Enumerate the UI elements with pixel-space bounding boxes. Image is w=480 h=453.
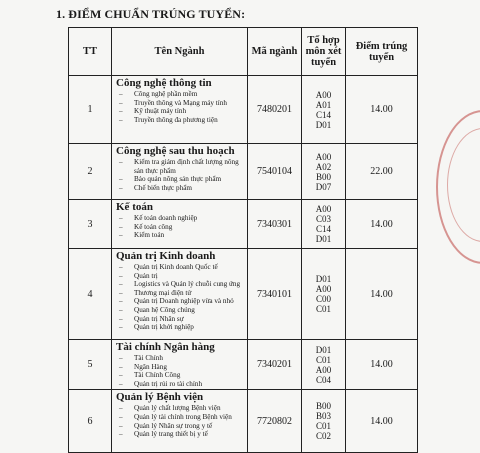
major-name: Công nghệ sau thu hoạch [116, 145, 235, 157]
specialization-item: – Chế biến thực phẩm [116, 184, 247, 193]
major-code: 7540104 [248, 144, 302, 200]
major-name: Quản lý Bệnh viện [116, 391, 204, 404]
specialization-list [116, 214, 247, 241]
subject-combo: C14 [315, 109, 331, 120]
specialization-item: – Kế toán công [116, 223, 247, 232]
subject-combo: D01 [315, 234, 332, 244]
table-row [69, 390, 418, 453]
table-row [69, 200, 418, 249]
row-number: 6 [69, 390, 112, 453]
subject-combos [302, 200, 346, 249]
row-number: 2 [69, 144, 112, 200]
table-row [69, 76, 418, 144]
subject-combo: C01 [315, 304, 331, 314]
major-name: Kế toán [116, 201, 153, 213]
subject-combos [302, 76, 346, 144]
specialization-item: – Kiểm tra giám định chất lượng nông sản thực phẩm [116, 158, 247, 175]
admission-score: 14.00 [346, 340, 418, 390]
major-code: 7340201 [248, 340, 302, 390]
major-name: Công nghệ thông tin [116, 77, 212, 89]
row-number: 4 [69, 249, 112, 340]
specialization-item: – Bảo quản nông sản thực phẩm [116, 175, 247, 184]
specialization-item: – Quản lý chất lượng Bệnh viện [116, 404, 247, 413]
specialization-item: – Tài Chính [116, 354, 247, 363]
specialization-item: – Quản trị Nhân sự [116, 315, 247, 324]
specialization-item: – Quản trị [116, 272, 247, 281]
table-row [69, 340, 418, 390]
table-body [69, 76, 418, 453]
specialization-list [116, 90, 247, 125]
specialization-item: – Truyền thông và Mạng máy tính [116, 99, 247, 108]
admission-score: 22.00 [346, 144, 418, 200]
subject-combo: D01 [315, 344, 332, 355]
specialization-item: – Quản lý Nhân sự trong y tế [116, 422, 247, 431]
subject-combo: C14 [315, 224, 331, 234]
subject-combo: A00 [315, 284, 332, 294]
header-tt: TT [69, 28, 112, 76]
specialization-item: – Quản lý tài chính trong Bệnh viện [116, 413, 247, 422]
specialization-item: – Quản trị rủi ro tài chính [116, 380, 247, 389]
specialization-item: – Ngân Hàng [116, 363, 247, 372]
table-row [69, 249, 418, 340]
subject-combo: B03 [315, 411, 331, 422]
admission-score-table [68, 27, 418, 453]
specialization-item: – Logistics và Quản lý chuỗi cung ứng [116, 280, 247, 289]
subject-combo: A00 [315, 364, 332, 375]
row-number: 5 [69, 340, 112, 390]
subject-combo: B00 [315, 401, 331, 412]
specialization-item: – Quan hệ Công chúng [116, 306, 247, 315]
major-name: Tài chính Ngân hàng [116, 341, 215, 353]
admission-score: 14.00 [346, 76, 418, 144]
major-name: Quản trị Kinh doanh [116, 250, 216, 262]
major-cell [112, 340, 248, 390]
header-diem: Điểm trúng tuyển [346, 28, 418, 76]
subject-combo: C01 [315, 354, 331, 365]
subject-combo: C03 [315, 214, 331, 224]
admission-score: 14.00 [346, 390, 418, 453]
major-cell [112, 76, 248, 144]
subject-combo: C01 [315, 421, 331, 432]
admission-score: 14.00 [346, 249, 418, 340]
header-ten-nganh: Tên Ngành [112, 28, 248, 76]
row-number: 3 [69, 200, 112, 249]
subject-combo: A00 [315, 89, 332, 100]
specialization-item: – Quản trị khởi nghiệp [116, 323, 247, 332]
subject-combo: A02 [315, 161, 332, 172]
subject-combo: D01 [315, 119, 332, 130]
header-ma-nganh: Mã ngành [248, 28, 302, 76]
admission-score: 14.00 [346, 200, 418, 249]
row-number: 1 [69, 76, 112, 144]
subject-combos [302, 340, 346, 390]
specialization-item: – Tài Chính Công [116, 371, 247, 380]
subject-combos [302, 249, 346, 340]
subject-combo: C04 [315, 374, 331, 385]
specialization-list [116, 158, 247, 193]
subject-combos [302, 144, 346, 200]
specialization-item: – Thương mại điện tử [116, 289, 247, 298]
major-code: 7480201 [248, 76, 302, 144]
major-code: 7720802 [248, 390, 302, 453]
major-code: 7340101 [248, 249, 302, 340]
subject-combo: D01 [315, 274, 332, 284]
major-cell [112, 144, 248, 200]
specialization-item: – Kỹ thuật máy tính [116, 107, 247, 116]
specialization-item: – Công nghệ phần mềm [116, 90, 247, 99]
header-to-hop: Tổ hợp môn xét tuyển [302, 28, 346, 76]
specialization-list [116, 404, 247, 439]
subject-combos [302, 390, 346, 453]
subject-combo: A00 [315, 204, 332, 214]
major-cell [112, 200, 248, 249]
subject-combo: D07 [315, 181, 332, 192]
specialization-item: – Quản trị Doanh nghiệp vừa và nhỏ [116, 297, 247, 306]
subject-combo: B00 [315, 171, 331, 182]
major-cell [112, 249, 248, 340]
subject-combo: C00 [315, 294, 331, 304]
specialization-list [116, 354, 247, 389]
specialization-item: – Kế toán doanh nghiệp [116, 214, 247, 223]
specialization-item: – Kiểm toán [116, 231, 247, 240]
specialization-item: – Quản lý trang thiết bị y tế [116, 430, 247, 439]
subject-combo: A01 [315, 99, 332, 110]
major-code: 7340301 [248, 200, 302, 249]
table-row [69, 144, 418, 200]
specialization-item: – Quản trị Kinh doanh Quốc tế [116, 263, 247, 272]
section-heading: 1. ĐIỂM CHUẨN TRÚNG TUYỂN: [56, 7, 246, 21]
subject-combo: C02 [315, 431, 331, 442]
specialization-list [116, 263, 247, 333]
specialization-item: – Truyền thông đa phương tiện [116, 116, 247, 125]
major-cell [112, 390, 248, 453]
subject-combo: A00 [315, 151, 332, 162]
